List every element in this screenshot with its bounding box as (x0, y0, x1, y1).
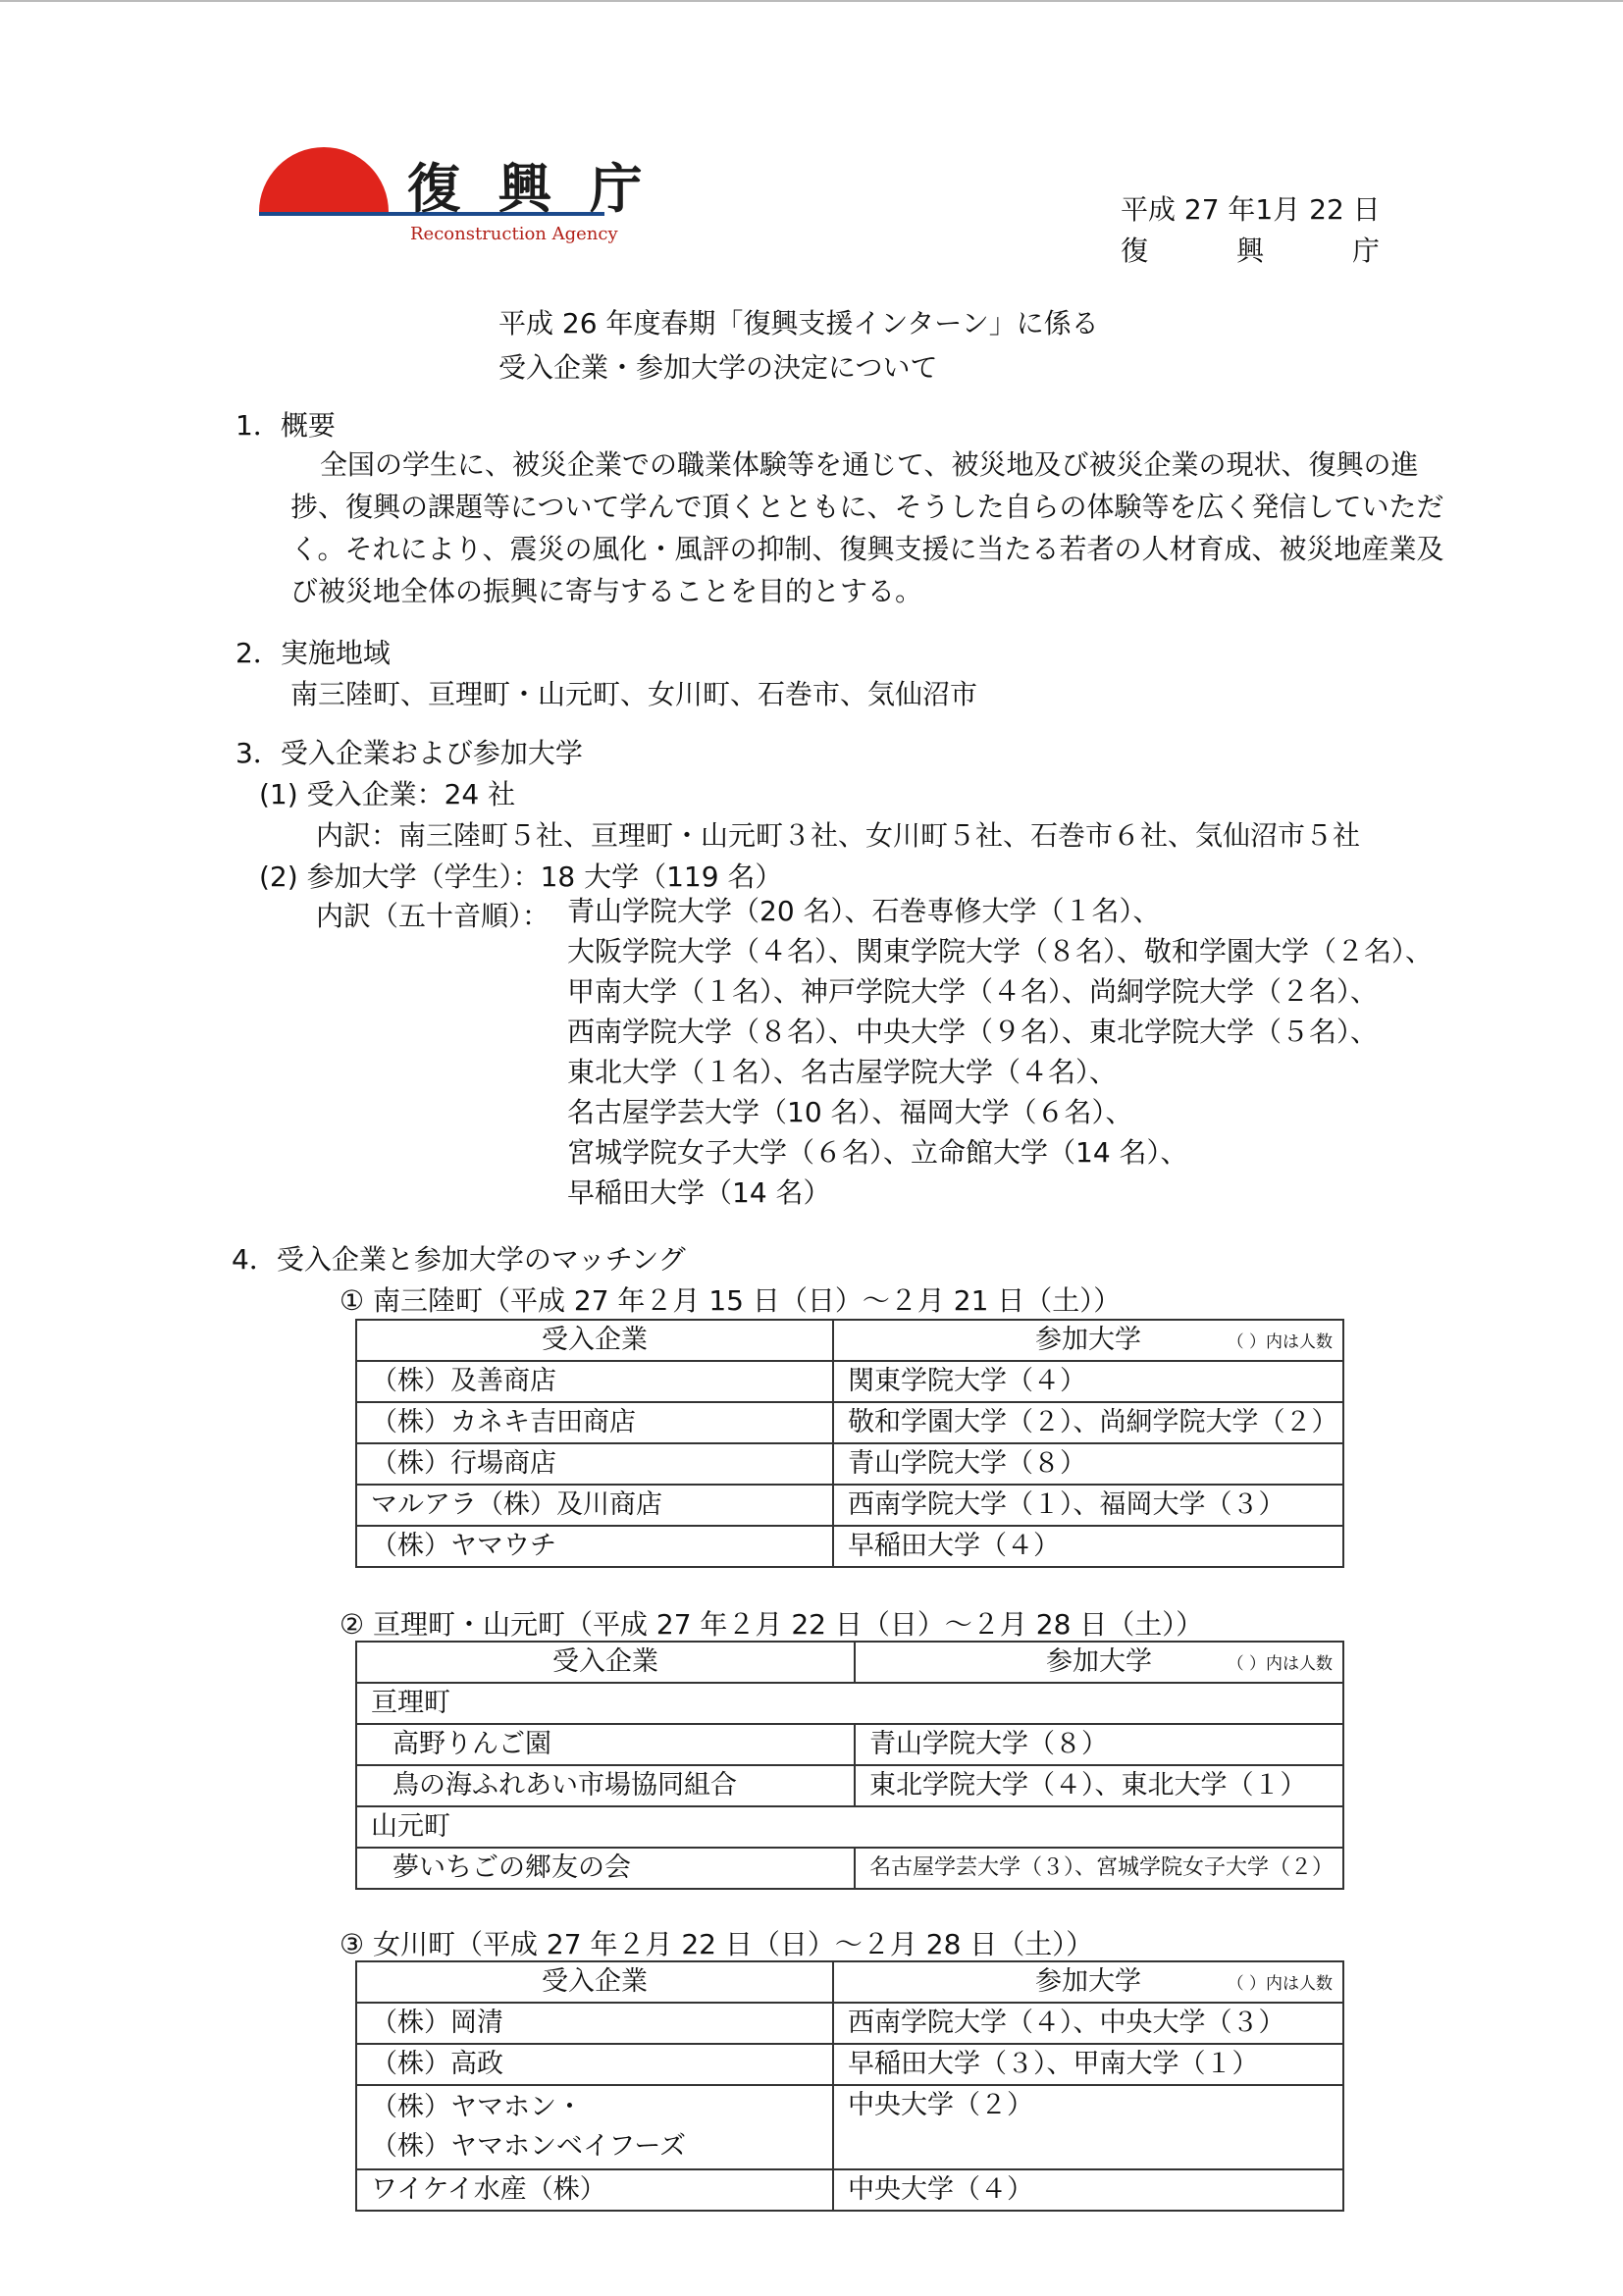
section-heading: 1．概要 (236, 409, 336, 442)
university-line: 甲南大学（１名）、神戸学院大学（４名）、尚絅学院大学（２名）、 (567, 975, 1379, 1008)
matching-table-watari-yamamoto (355, 1641, 1344, 1890)
document-title-line2: 受入企業・参加大学の決定について (498, 351, 938, 384)
group-label: 亘理町 (356, 1683, 1343, 1724)
university-cell: 早稲田大学（４） (833, 1526, 1343, 1567)
issuing-agency (1121, 230, 1380, 269)
logo-subtitle: Reconstruction Agency (410, 224, 618, 244)
section-heading: 3．受入企業および参加大学 (236, 737, 583, 769)
document-date: 平成 27 年1月 22 日 (1121, 193, 1381, 226)
agency-char: 庁 (1351, 235, 1380, 267)
table-row (356, 1443, 1343, 1485)
university-count: (2) 参加大学（学生）：18 大学（119 名） (259, 861, 783, 893)
university-cell: 中央大学（４） (833, 2169, 1343, 2211)
company-cell: 鳥の海ふれあい市場協同組合 (356, 1765, 855, 1806)
company-cell: ワイケイ水産（株） (356, 2169, 833, 2211)
column-header-company: 受入企業 (356, 1320, 833, 1361)
company-cell: （株）カネキ吉田商店 (356, 1402, 833, 1443)
university-line: 大阪学院大学（４名）、関東学院大学（８名）、敬和学園大学（２名）、 (567, 935, 1434, 967)
company-cell: （株）岡清 (356, 2003, 833, 2044)
company-count: (1) 受入企業：24 社 (259, 778, 516, 810)
agency-char: 興 (1235, 235, 1264, 267)
university-line: 早稲田大学（14 名） (567, 1176, 831, 1209)
company-cell: マルアラ（株）及川商店 (356, 1485, 833, 1526)
table-caption: ② 亘理町・山元町（平成 27 年２月 22 日（日）～２月 28 日（土）） (340, 1608, 1204, 1641)
table-header-row (356, 1320, 1343, 1361)
university-cell: 早稲田大学（３）、甲南大学（１） (833, 2044, 1343, 2085)
company-cell: （株）行場商店 (356, 1443, 833, 1485)
table-row (356, 2169, 1343, 2211)
company-line: （株）ヤマホン・ (371, 2092, 583, 2122)
table-row (356, 2003, 1343, 2044)
section-heading: 2．実施地域 (236, 637, 391, 669)
university-line: 青山学院大学（20 名）、石巻専修大学（１名）、 (567, 895, 1161, 927)
university-line: 名古屋学芸大学（10 名）、福岡大学（６名）、 (567, 1096, 1133, 1128)
university-cell: 東北学院大学（４）、東北大学（１） (855, 1765, 1343, 1806)
table-row (356, 1724, 1343, 1765)
university-cell: 西南学院大学（４）、中央大学（３） (833, 2003, 1343, 2044)
university-cell: 名古屋学芸大学（３）、宮城学院女子大学（２） (855, 1848, 1343, 1889)
university-cell: 関東学院大学（４） (833, 1361, 1343, 1402)
university-breakdown-label: 内訳（五十音順）： (316, 900, 550, 932)
company-cell: 高野りんご園 (356, 1724, 855, 1765)
matching-table-onagawa (355, 1960, 1344, 2212)
company-cell: （株）ヤマウチ (356, 1526, 833, 1567)
university-line: 西南学院大学（８名）、中央大学（９名）、東北学院大学（５名）、 (567, 1016, 1379, 1048)
table-header-row (356, 1961, 1343, 2003)
company-line: （株）ヤマホンベイフーズ (371, 2131, 687, 2162)
table-row (356, 1485, 1343, 1526)
table-row (356, 1402, 1343, 1443)
logo-text: 復 興 庁 (407, 157, 653, 220)
table-row (356, 1361, 1343, 1402)
university-cell: 青山学院大学（８） (833, 1443, 1343, 1485)
university-line: 東北大学（１名）、名古屋学院大学（４名）、 (567, 1056, 1118, 1088)
overview-paragraph: 全国の学生に、被災企業での職業体験等を通じて、被災地及び被災企業の現状、復興の進捗、復興の課題等について学んで頂くとともに、そうした自らの体験等を広く発信していただく。それにより、震災の風化・風評の抑制、復興支援に当たる若者の人材育成、被災地産業及び被災地全体の振興に寄与することを目的とする。 (290, 448, 1444, 607)
column-header-university-label: 参加大学 (1035, 1325, 1141, 1355)
table-caption: ① 南三陸町（平成 27 年２月 15 日（日）～２月 21 日（土）） (340, 1284, 1122, 1317)
university-cell: 中央大学（２） (833, 2085, 1343, 2169)
column-header-university-label: 参加大学 (1035, 1966, 1141, 1997)
column-header-university (855, 1642, 1343, 1683)
count-note: （ ）内は人数 (1227, 1332, 1333, 1352)
company-breakdown: 内訳：南三陸町５社、亘理町・山元町３社、女川町５社、石巻市６社、気仙沼市５社 (316, 819, 1361, 852)
column-header-university (833, 1961, 1343, 2003)
company-cell (356, 2085, 833, 2169)
scan-top-edge (0, 0, 1623, 2)
section-heading: 4．受入企業と参加大学のマッチング (232, 1243, 686, 1276)
table-row (356, 1765, 1343, 1806)
logo-sun-icon (259, 147, 389, 212)
column-header-university (833, 1320, 1343, 1361)
university-line: 宮城学院女子大学（６名）、立命館大学（14 名）、 (567, 1136, 1188, 1169)
company-cell: 夢いちごの郷友の会 (356, 1848, 855, 1889)
company-cell: （株）及善商店 (356, 1361, 833, 1402)
document-title-line1: 平成 26 年度春期「復興支援インターン」に係る (498, 307, 1099, 339)
count-note: （ ）内は人数 (1227, 1974, 1333, 1994)
column-header-company: 受入企業 (356, 1642, 855, 1683)
table-row (356, 2044, 1343, 2085)
matching-table-minamisanriku (355, 1319, 1344, 1568)
university-cell: 青山学院大学（８） (855, 1724, 1343, 1765)
group-row (356, 1806, 1343, 1848)
company-cell: （株）高政 (356, 2044, 833, 2085)
column-header-university-label: 参加大学 (1046, 1646, 1152, 1677)
agency-char: 復 (1121, 235, 1149, 267)
table-row (356, 2085, 1343, 2169)
count-note: （ ）内は人数 (1227, 1654, 1333, 1674)
area-list: 南三陸町、亘理町・山元町、女川町、石巻市、気仙沼市 (290, 678, 978, 710)
table-caption: ③ 女川町（平成 27 年２月 22 日（日）～２月 28 日（土）） (340, 1928, 1094, 1960)
group-row (356, 1683, 1343, 1724)
table-row (356, 1526, 1343, 1567)
column-header-company: 受入企業 (356, 1961, 833, 2003)
group-label: 山元町 (356, 1806, 1343, 1848)
university-cell: 敬和学園大学（２）、尚絅学院大学（２） (833, 1402, 1343, 1443)
table-row (356, 1848, 1343, 1889)
university-cell: 西南学院大学（１）、福岡大学（３） (833, 1485, 1343, 1526)
table-header-row (356, 1642, 1343, 1683)
